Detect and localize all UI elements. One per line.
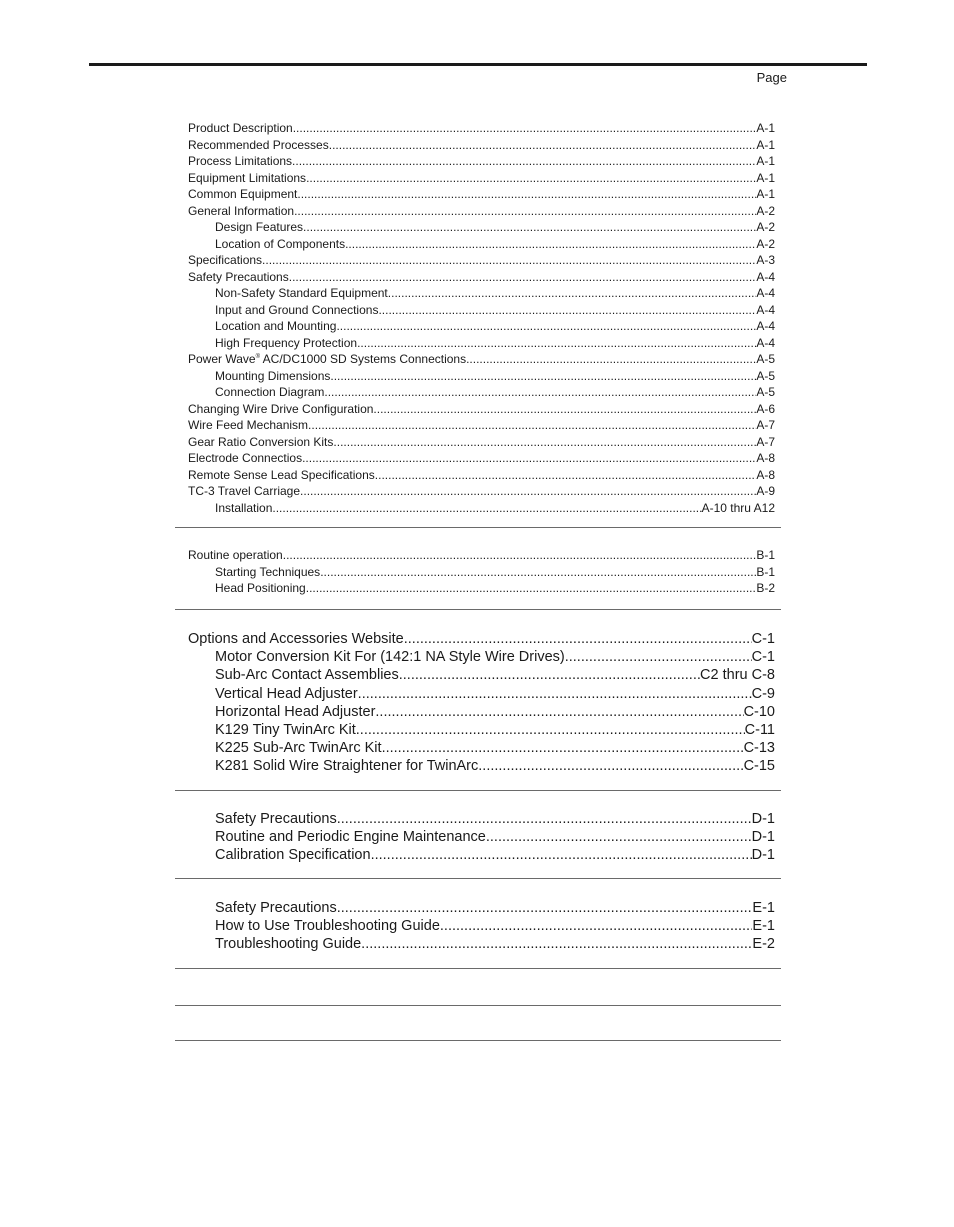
section-divider xyxy=(175,1005,781,1006)
toc-entry xyxy=(188,917,775,935)
toc-leader-dots xyxy=(292,153,756,170)
toc-leader-dots xyxy=(358,685,752,703)
toc-entry-label: Equipment Limitations xyxy=(188,170,307,185)
toc-entry xyxy=(188,302,775,319)
toc-entry xyxy=(188,828,775,846)
toc-entry-page: A-1 xyxy=(756,170,775,185)
toc-entry-label: Safety Precautions xyxy=(215,811,337,827)
toc-section-d xyxy=(188,810,775,865)
toc-entry-label: K129 Tiny TwinArc Kit xyxy=(215,721,356,738)
toc-entry-page: B-1 xyxy=(756,564,775,579)
toc-entry-label: Process Limitations xyxy=(188,154,293,168)
toc-entry-page: C-1 xyxy=(751,649,775,666)
toc-entry-page: C-13 xyxy=(743,740,775,757)
toc-leader-dots xyxy=(262,252,756,269)
toc-entry xyxy=(188,648,775,666)
toc-entry-page: A-1 xyxy=(756,154,775,168)
toc-leader-dots xyxy=(272,500,701,517)
toc-entry-label: Recommended Processes xyxy=(188,137,329,152)
toc-entry xyxy=(188,137,775,154)
toc-entry-label: Horizontal Head Adjuster xyxy=(215,703,376,720)
toc-leader-dots xyxy=(466,351,756,368)
toc-leader-dots xyxy=(375,703,743,721)
toc-entry-page: A-5 xyxy=(756,352,775,366)
toc-entry-page: E-2 xyxy=(752,936,775,953)
toc-entry xyxy=(188,384,775,401)
toc-entry xyxy=(188,703,775,721)
section-divider xyxy=(175,527,781,528)
toc-entry-label: Safety Precautions xyxy=(215,900,337,916)
toc-entry xyxy=(188,318,775,335)
toc-section-c xyxy=(188,630,775,776)
toc-entry xyxy=(188,434,775,451)
page-column-heading: Page xyxy=(756,70,787,85)
toc-leader-dots xyxy=(320,564,756,581)
toc-entry-page: C-11 xyxy=(744,721,775,738)
toc-entry-page: A-5 xyxy=(756,385,775,399)
toc-entry-label: Starting Techniques xyxy=(215,564,321,579)
toc-entry-label: Specifications xyxy=(188,253,263,267)
toc-entry-label: Power Wave® AC/DC1000 SD Systems Connections xyxy=(188,352,467,366)
toc-entry-label: Design Features xyxy=(215,220,304,234)
toc-entry-page: A-4 xyxy=(756,302,775,317)
toc-entry-label: Connection Diagram xyxy=(215,385,325,399)
toc-entry-page: A-9 xyxy=(756,484,775,498)
toc-entry-page: C-1 xyxy=(751,631,775,647)
toc-entry-label: Safety Precautions. xyxy=(188,269,293,284)
toc-entry xyxy=(188,186,775,203)
toc-entry-label: Changing Wire Drive Configuration xyxy=(188,401,374,416)
toc-entry-label: Options and Accessories Website xyxy=(188,631,404,647)
section-divider xyxy=(175,878,781,879)
top-rule xyxy=(89,63,867,66)
toc-leader-dots xyxy=(300,483,756,500)
toc-leader-dots xyxy=(337,810,752,828)
toc-entry-label: Wire Feed Mechanism xyxy=(188,418,309,432)
toc-entry-page: E-1 xyxy=(752,900,775,916)
toc-leader-dots xyxy=(388,285,757,302)
toc-entry xyxy=(188,219,775,236)
toc-entry-page: A-10 thru A12 xyxy=(701,500,775,515)
toc-entry xyxy=(188,810,775,828)
toc-entry-label: Common Equipment xyxy=(188,187,298,201)
toc-entry-label: Calibration Specification xyxy=(215,847,371,864)
toc-entry-page: A-6 xyxy=(756,401,775,416)
toc-leader-dots xyxy=(302,450,756,467)
toc-leader-dots xyxy=(297,186,756,203)
toc-entry-label: Input and Ground Connections xyxy=(215,302,379,317)
toc-leader-dots xyxy=(486,828,752,846)
toc-entry-page: A-4 xyxy=(756,319,775,333)
toc-entry xyxy=(188,564,775,581)
toc-leader-dots xyxy=(283,547,757,564)
toc-entry-label: Electrode Connectios xyxy=(188,451,303,465)
toc-entry xyxy=(188,368,775,385)
toc-entry xyxy=(188,351,775,368)
toc-entry-label: Routine and Periodic Engine Maintenance xyxy=(215,829,486,846)
toc-entry xyxy=(188,500,775,517)
toc-entry-label: Motor Conversion Kit For (142:1 NA Style Wire Drives) xyxy=(215,649,565,666)
toc-section-a xyxy=(188,120,775,516)
toc-entry xyxy=(188,721,775,739)
toc-entry xyxy=(188,203,775,220)
toc-entry xyxy=(188,285,775,302)
section-divider xyxy=(175,968,781,969)
toc-entry-page: A-5 xyxy=(756,368,775,383)
toc-leader-dots xyxy=(330,368,756,385)
toc-entry xyxy=(188,757,775,775)
toc-entry-page: D-1 xyxy=(751,847,775,864)
toc-entry xyxy=(188,580,775,597)
toc-entry-page: A-7 xyxy=(756,434,775,449)
toc-leader-dots xyxy=(294,203,756,220)
toc-entry-page: B-1 xyxy=(756,548,775,562)
toc-entry-label: K281 Solid Wire Straightener for TwinArc xyxy=(215,758,479,775)
toc-leader-dots xyxy=(440,917,753,935)
toc-entry-label: General Information xyxy=(188,203,295,218)
toc-entry xyxy=(188,685,775,703)
toc-entry-page: A-4 xyxy=(756,335,775,350)
toc-entry xyxy=(188,467,775,484)
toc-entry-page: C-10 xyxy=(743,703,775,720)
toc-entry xyxy=(188,846,775,864)
toc-entry-label: K225 Sub-Arc TwinArc Kit xyxy=(215,740,382,757)
toc-entry xyxy=(188,252,775,269)
toc-entry-label: Product Description xyxy=(188,121,293,135)
toc-leader-dots xyxy=(306,580,757,597)
toc-entry-page: C-15 xyxy=(743,758,775,775)
toc-entry-label: Installation xyxy=(215,500,273,515)
toc-leader-dots xyxy=(375,467,757,484)
toc-section-e xyxy=(188,899,775,954)
toc-leader-dots xyxy=(336,318,756,335)
toc-entry-page: D-1 xyxy=(751,829,775,846)
toc-leader-dots xyxy=(356,721,745,739)
toc-leader-dots xyxy=(357,335,756,352)
toc-entry xyxy=(188,401,775,418)
toc-entry xyxy=(188,899,775,917)
toc-leader-dots xyxy=(308,417,756,434)
toc-entry xyxy=(188,269,775,286)
toc-leader-dots xyxy=(303,219,756,236)
toc-leader-dots xyxy=(306,170,756,187)
toc-entry xyxy=(188,935,775,953)
toc-entry-page: A-8 xyxy=(756,451,775,465)
toc-entry-page: D-1 xyxy=(751,811,775,827)
toc-leader-dots xyxy=(329,137,757,154)
toc-entry xyxy=(188,120,775,137)
toc-leader-dots xyxy=(324,384,756,401)
toc-entry-page: A-8 xyxy=(756,467,775,482)
toc-entry-label: TC-3 Travel Carriage xyxy=(188,484,301,498)
toc-entry-label: Vertical Head Adjuster xyxy=(215,685,358,702)
toc-leader-dots xyxy=(337,899,753,917)
toc-leader-dots xyxy=(345,236,756,253)
toc-leader-dots xyxy=(478,757,743,775)
toc-entry-page: A-4 xyxy=(756,286,775,300)
toc-entry-page: A-2 xyxy=(756,236,775,251)
toc-entry-page: A-3 xyxy=(756,253,775,267)
toc-entry-label: Remote Sense Lead Specifications xyxy=(188,467,375,482)
toc-entry-label: Non-Safety Standard Equipment xyxy=(215,286,388,300)
section-divider xyxy=(175,1040,781,1041)
toc-entry xyxy=(188,547,775,564)
toc-entry-label: Head Positioning xyxy=(215,581,306,595)
toc-entry-page: C2 thru C-8 xyxy=(700,667,775,684)
toc-entry-page: A-1 xyxy=(756,137,775,152)
section-divider xyxy=(175,790,781,791)
section-divider xyxy=(175,609,781,610)
toc-leader-dots xyxy=(293,120,757,137)
toc-entry xyxy=(188,483,775,500)
toc-entry-label: Routine operation xyxy=(188,548,283,562)
toc-entry xyxy=(188,170,775,187)
toc-leader-dots xyxy=(373,401,756,418)
toc-entry-label: Gear Ratio Conversion Kits xyxy=(188,434,334,449)
toc-leader-dots xyxy=(333,434,756,451)
toc-entry-page: A-2 xyxy=(756,220,775,234)
toc-leader-dots xyxy=(399,666,700,684)
toc-entry-page: A-4 xyxy=(756,269,775,284)
toc-entry-label: High Frequency Protection xyxy=(215,335,358,350)
toc-entry-page: A-7 xyxy=(756,418,775,432)
toc-entry-label: How to Use Troubleshooting Guide xyxy=(215,918,440,935)
toc-entry-label: Troubleshooting Guide xyxy=(215,936,362,953)
toc-entry-label: Sub-Arc Contact Assemblies xyxy=(215,667,399,684)
toc-entry xyxy=(188,417,775,434)
toc-entry-page: B-2 xyxy=(756,581,775,595)
toc-leader-dots xyxy=(371,846,752,864)
toc-entry-page: E-1 xyxy=(752,918,775,935)
toc-entry-page: A-1 xyxy=(756,121,775,135)
toc-entry xyxy=(188,153,775,170)
toc-entry-label: Location and Mounting xyxy=(215,319,337,333)
toc-entry-label: Location of Components xyxy=(215,236,346,251)
toc-section-b xyxy=(188,547,775,597)
toc-entry xyxy=(188,630,775,648)
toc-entry-page: A-1 xyxy=(756,187,775,201)
toc-entry-page: C-9 xyxy=(751,685,775,702)
toc-leader-dots xyxy=(292,269,756,286)
toc-leader-dots xyxy=(382,739,744,757)
toc-leader-dots xyxy=(565,648,752,666)
toc-leader-dots xyxy=(361,935,752,953)
toc-entry xyxy=(188,739,775,757)
toc-entry xyxy=(188,666,775,684)
toc-entry xyxy=(188,450,775,467)
toc-leader-dots xyxy=(378,302,756,319)
toc-entry-label: Mounting Dimensions xyxy=(215,368,331,383)
toc-entry-page: A-2 xyxy=(756,203,775,218)
toc-entry xyxy=(188,236,775,253)
toc-leader-dots xyxy=(404,630,752,648)
toc-entry xyxy=(188,335,775,352)
